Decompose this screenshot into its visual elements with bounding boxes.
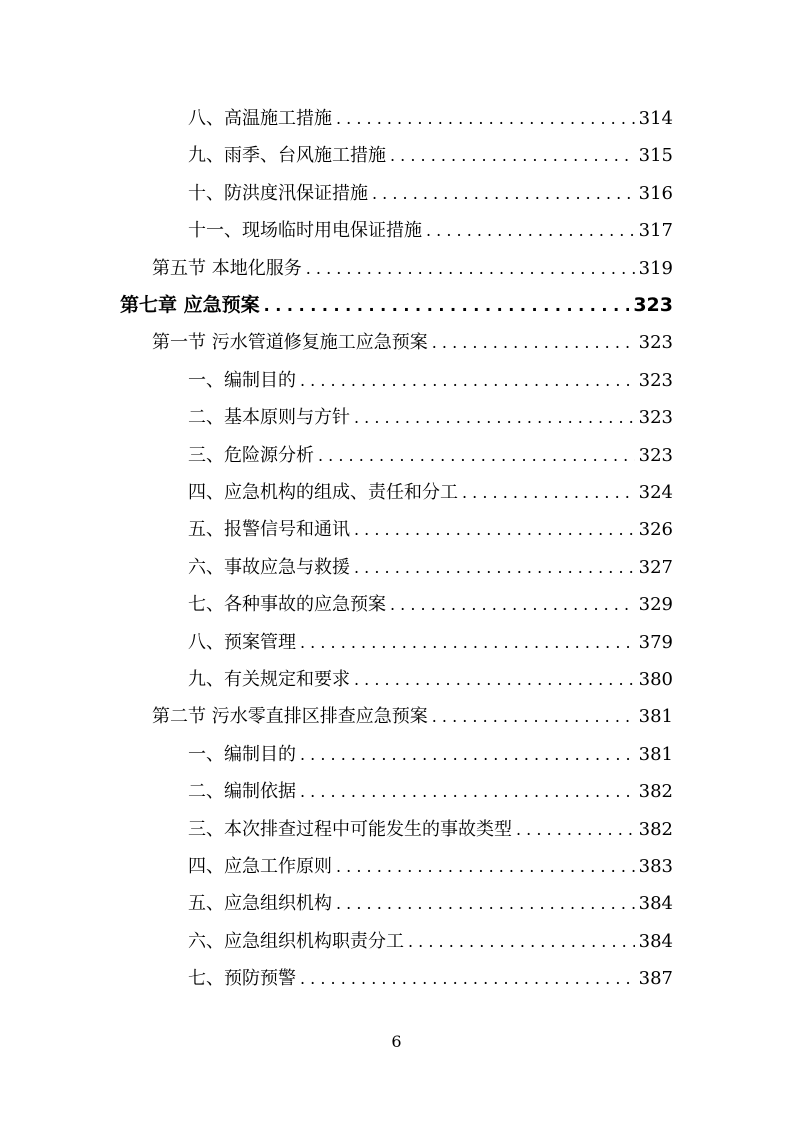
toc-entry-page: 314 (638, 108, 673, 129)
dot-leader (354, 511, 635, 548)
toc-entry-title: 六、事故应急与救援 (188, 556, 350, 578)
dot-leader (516, 811, 635, 848)
toc-entry-title: 十、防洪度汛保证措施 (188, 182, 368, 204)
toc-entry-page: 329 (638, 594, 673, 616)
toc-entry-page: 315 (638, 145, 673, 167)
toc-entry-item[interactable] (188, 923, 673, 960)
dot-leader (426, 212, 635, 249)
toc-entry-item[interactable] (188, 362, 673, 399)
toc-entry-page: 326 (638, 519, 673, 541)
toc-entry-item[interactable] (188, 960, 673, 997)
dot-leader (432, 324, 635, 361)
toc-entry-title: 一、编制目的 (188, 369, 296, 391)
toc-entry-item[interactable] (188, 437, 673, 474)
toc-entry-section[interactable] (152, 324, 673, 361)
dot-leader (300, 773, 635, 810)
dot-leader (300, 960, 635, 997)
toc-entry-title: 十一、现场临时用电保证措施 (188, 220, 422, 242)
dot-leader (300, 736, 635, 773)
toc-entry-page: 380 (638, 669, 673, 690)
toc-entry-page: 323 (638, 332, 673, 354)
toc-entry-page: 381 (638, 706, 673, 728)
dot-leader (336, 885, 635, 922)
toc-entry-page: 323 (638, 369, 673, 391)
toc-entry-title: 四、应急工作原则 (188, 856, 332, 877)
toc-entry-title: 四、应急机构的组成、责任和分工 (188, 482, 458, 503)
toc-entry-title: 三、本次排查过程中可能发生的事故类型 (188, 818, 512, 840)
dot-leader (462, 474, 635, 511)
toc-entry-item[interactable] (188, 399, 673, 436)
toc-entry-page: 317 (638, 220, 673, 242)
toc-entry-item[interactable] (188, 885, 673, 922)
dot-leader (408, 923, 635, 960)
toc-entry-title: 八、预案管理 (188, 631, 296, 653)
dot-leader (372, 175, 635, 212)
toc-entry-page: 387 (638, 968, 673, 990)
toc-entry-page: 323 (638, 407, 673, 429)
toc-entry-title: 第一节 污水管道修复施工应急预案 (152, 332, 428, 354)
toc-entry-title: 第五节 本地化服务 (152, 257, 302, 279)
toc-entry-title: 八、高温施工措施 (188, 108, 332, 129)
dot-leader (354, 549, 635, 586)
toc-entry-title: 七、各种事故的应急预案 (188, 594, 386, 616)
toc-entry-item[interactable] (188, 773, 673, 810)
toc-entry-page: 323 (638, 444, 673, 466)
dot-leader (390, 137, 635, 174)
toc-entry-title: 三、危险源分析 (188, 444, 314, 466)
toc-entry-title: 六、应急组织机构职责分工 (188, 930, 404, 952)
dot-leader (390, 586, 635, 623)
toc-entry-page: 384 (638, 930, 673, 952)
toc-entry-item[interactable] (188, 661, 673, 698)
toc-entry-section[interactable] (152, 698, 673, 735)
page-number: 6 (391, 1032, 402, 1051)
toc-entry-title: 九、有关规定和要求 (188, 669, 350, 690)
dot-leader (354, 399, 635, 436)
toc-entry-page: 382 (638, 818, 673, 840)
toc-entry-page: 381 (638, 743, 673, 765)
toc-entry-title: 一、编制目的 (188, 743, 296, 765)
toc-entry-page: 327 (638, 556, 673, 578)
toc-entry-item[interactable] (188, 100, 673, 137)
toc-entry-chapter[interactable] (120, 287, 673, 324)
toc-entry-page: 323 (633, 294, 673, 316)
toc-entry-title: 第二节 污水零直排区排查应急预案 (152, 706, 428, 728)
dot-leader (300, 624, 635, 661)
toc-entry-item[interactable] (188, 586, 673, 623)
toc-entry-page: 384 (638, 893, 673, 915)
dot-leader (432, 698, 635, 735)
dot-leader (354, 661, 635, 698)
dot-leader (336, 100, 635, 137)
toc-entry-item[interactable] (188, 811, 673, 848)
toc-entry-page: 319 (638, 257, 673, 279)
toc-entry-page: 379 (638, 631, 673, 653)
toc-entry-title: 七、预防预警 (188, 968, 296, 990)
toc-entry-item[interactable] (188, 137, 673, 174)
dot-leader (318, 437, 635, 474)
dot-leader (264, 287, 630, 324)
toc-entry-page: 383 (638, 856, 673, 877)
toc-entry-item[interactable] (188, 212, 673, 249)
toc-entry-item[interactable] (188, 736, 673, 773)
toc-entry-page: 382 (638, 781, 673, 803)
dot-leader (300, 362, 635, 399)
toc-entry-item[interactable] (188, 474, 673, 511)
toc-entry-section[interactable] (152, 250, 673, 287)
toc-entry-item[interactable] (188, 848, 673, 885)
dot-leader (306, 250, 635, 287)
toc-entry-title: 第七章 应急预案 (120, 294, 260, 316)
toc-entry-page: 316 (638, 182, 673, 204)
toc-entry-item[interactable] (188, 511, 673, 548)
toc-entry-title: 二、编制依据 (188, 781, 296, 803)
toc-entry-title: 二、基本原则与方针 (188, 407, 350, 429)
toc-entry-item[interactable] (188, 175, 673, 212)
dot-leader (336, 848, 635, 885)
toc-entry-page: 324 (638, 482, 673, 503)
toc-entry-title: 五、报警信号和通讯 (188, 519, 350, 541)
toc-entry-item[interactable] (188, 624, 673, 661)
toc-entry-title: 五、应急组织机构 (188, 893, 332, 915)
toc-entry-item[interactable] (188, 549, 673, 586)
toc-entry-title: 九、雨季、台风施工措施 (188, 145, 386, 167)
